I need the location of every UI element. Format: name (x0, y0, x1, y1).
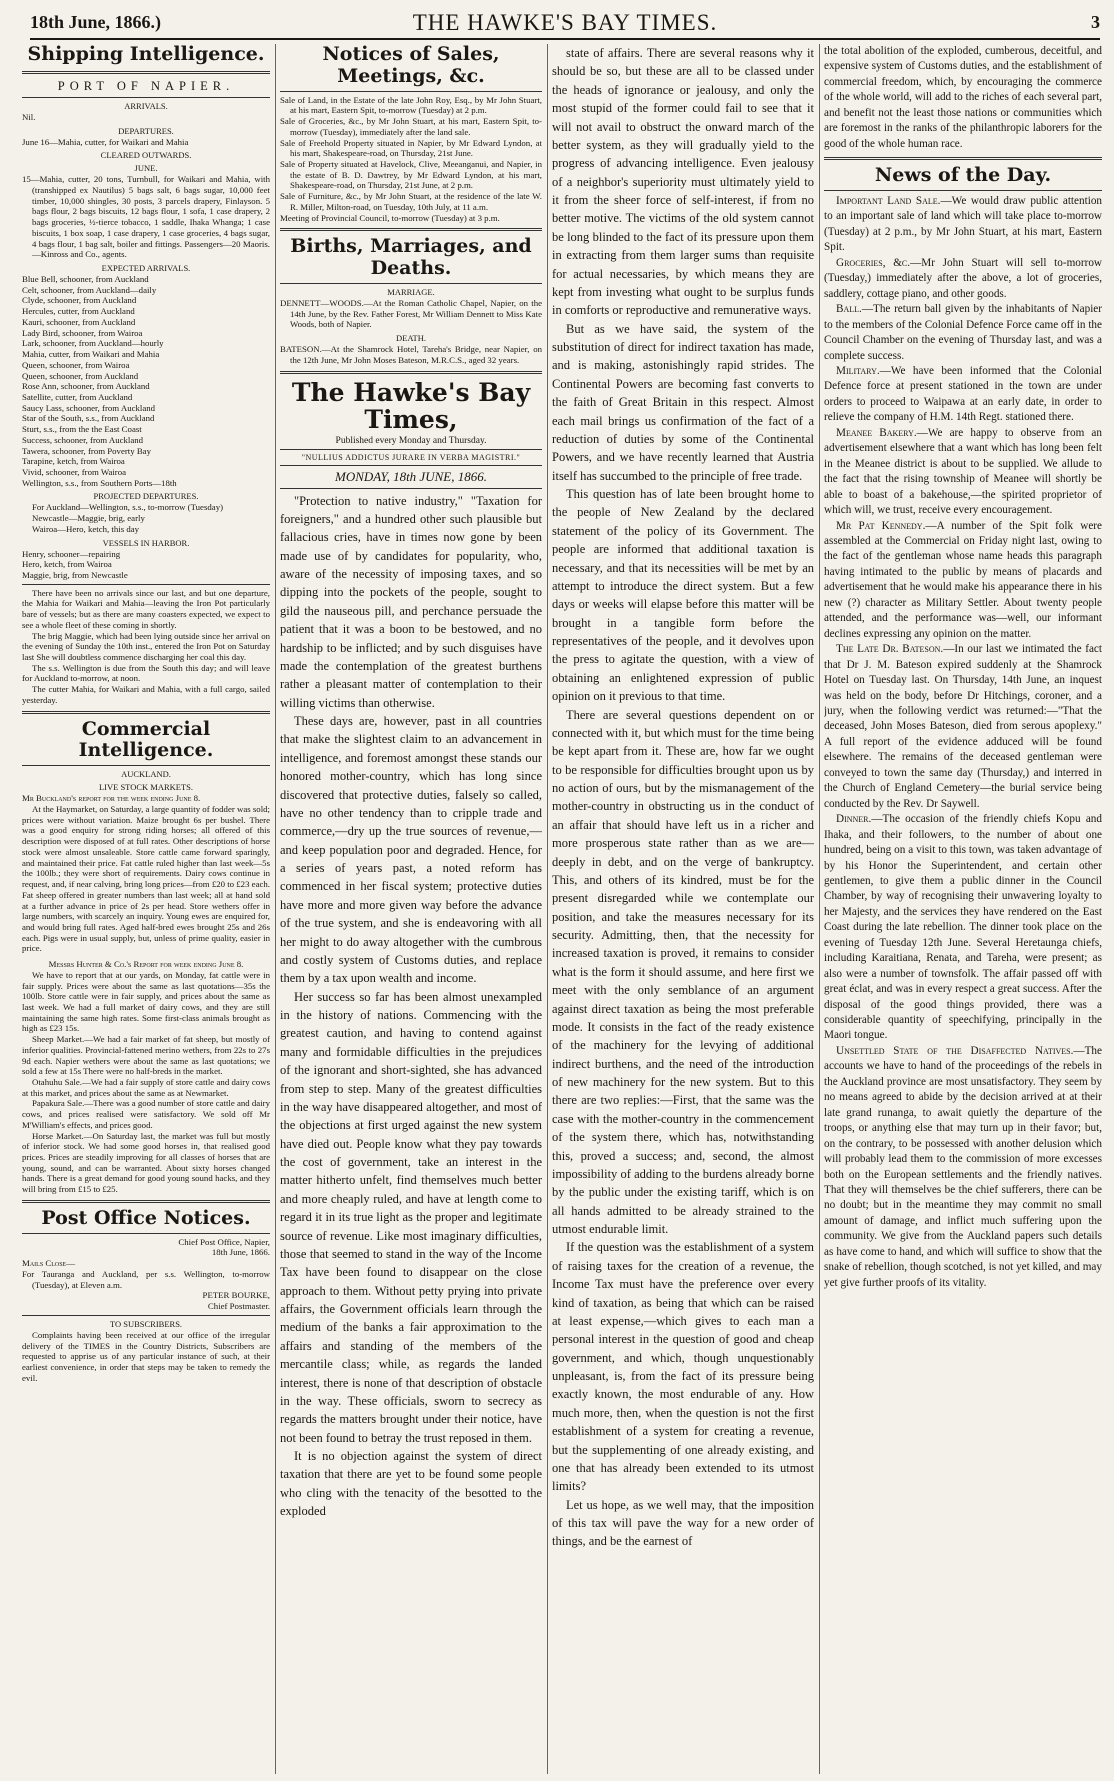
cleared-text: 15—Mahia, cutter, 20 tons, Turnbull, for Waikari and Mahia, with (transhipped ex Nautilus) 5 bags salt, 6 bags sugar, 10,000 feet timber, 10,000 shingles, 30 posts, 3 parcels drapery, Finlayson. 5 bags flour, 2 bags biscuits, 12 bags flour, 1 sofa, 1 case drapery, 2 bags groceries, ½-tierce tobacco, 1 saddle, Ihaka Whanga; 1 case biscuits, 1 box soap, 1 case drapery, 1 case groceries, 4 bags sugar, 4 bags flour, 1 bag salt, boiler and fittings. Passengers—20 Maoris.—Kinross and Co., agents. (22, 174, 270, 260)
list-item: Clyde, schooner, from Auckland (22, 295, 137, 306)
news-item-text: —The accounts we have to hand of the proceedings of the rebels in the Auckland province are most unsatisfactory. They seem by no means agreed to abide by the decision arrived at at their late grand runanga, to await quietly the departure of the troops, or anything else that may turn up in their favor; but, on the contrary, to be possessed with another delusion which will probably lead them to the commission of more excesses both on the European settlements and the friendly natives. That they will themselves be the chief sufferers, there can be no doubt; but in the meantime they may commit no small amount of damage, and inflict much suffering upon the community. We give from the Auckland papers such details as have come to hand, and which will suffice to show that the snake of rebellion, though scotched, is not yet killed, and may yet give further proofs of its vitality. (824, 1044, 1102, 1289)
commercial-heading: Commercial Intelligence. (78, 717, 214, 762)
commercial-place: AUCKLAND. (121, 769, 171, 780)
hunter-heading: Messrs Hunter & Co.'s Report for week ending June 8. (48, 959, 244, 970)
hunter-paragraph: Horse Market.—On Saturday last, the market was full but mostly of inferior stock. We had some good horses in, that realised good prices. Prices are steadily improving for all classes of horses that are young, sound, and can be warranted. About sixty horses changed hands. There is a great demand for good young sound hacks, and they will bring from £15 to £25. (22, 1130, 270, 1195)
list-item: Rose Ann, schooner, from Auckland (22, 381, 150, 392)
editorial (280, 492, 542, 1521)
list-item: Sturt, s.s., from the the East Coast (22, 424, 142, 435)
news-item-heading: Important Land Sale. (836, 195, 941, 208)
list-item: Wellington, s.s., from Southern Ports—18th (22, 477, 177, 488)
paper-motto: "NULLIUS ADDICTUS JURARE IN VERBA MAGISTRI." (301, 452, 521, 462)
news-item-text: —In our last we intimated the fact that Dr J. M. Bateson expired suddenly at the Shamrock Hotel on Tuesday last. On Thursday, 14th June, an inquest was held on the body, before Dr Hitchings, coroner, and a jury, when the following verdict was returned:—"That the deceased, John Moses Bateson, died from serous apoplexy." A full report of the evidence adduced will be found elsewhere. The remains of the deceased gentleman were conveyed to town the same day (Thursday,) and interred in the Church of England Cemetery—the burial service being conducted by the Rev. Dr Saywell. (824, 643, 1102, 810)
list-item: Success, schooner, from Auckland (22, 434, 144, 445)
news-item-text: —Mr John Stuart will sell to-morrow (Tuesday,) immediately after the above, a lot of groceries, saddlery, cottage piano, and other goods. (824, 256, 1102, 300)
editorial-paragraph: But as we have said, the system of the substitution of direct for indirect taxation has made, and is making, astonishingly rapid strides. The Continental Powers are becoming fast converts to the faith of Great Britain in this respect. Almost each mail brings us confirmation of the fact of a reduction of duties by some of the Continental Powers, and we have recently learned that Austria itself has succumbed to the principle of free trade. (552, 321, 814, 483)
column-2 (280, 44, 542, 1774)
list-item: Saucy Lass, schooner, from Auckland (22, 402, 156, 413)
news-item-heading: Military. (836, 365, 880, 377)
post-office: Chief Post Office, Napier, (178, 1236, 270, 1247)
shipping-note: The s.s. Wellington is due from the South this day; and will leave for Auckland to-morrow, at noon. (22, 662, 270, 684)
editorial-paragraph: These days are, however, past in all countries that make the slightest claim to an advancement in intelligence, and foremost amongst these stands our honored mother-country, which has long since discovered that protective duties, falsely so called, have no other tendency than to cripple trade and commerce,—dry up the true sources of revenue,—and keep population poor and degraded. Hence, for a series of years past, a noted reform has commenced in her fiscal system; protective duties have more and more given way before the advance of the true system, and she is endeavoring with all her might to do away altogether with the cumbrous and costly system of Customs duties, and replace them by a tax upon wealth and income. (280, 714, 542, 986)
list-item: Kauri, schooner, from Auckland (22, 316, 136, 327)
news-item-text: —The return ball given by the inhabitants of Napier to the members of the Colonial Defence Force came off in the Council Chamber on the evening of Thursday last, and was a complete success. (824, 303, 1102, 362)
notices-list (280, 95, 542, 224)
column-rule (547, 44, 548, 1774)
notice-item: Sale of Furniture, &c., by Mr John Stuart, at the residence of the late W. R. Miller, Milton-road, on Tuesday, 10th July, at 11 a.m. (280, 191, 542, 212)
list-item: Queen, schooner, from Wairoa (22, 359, 130, 370)
list-item: Celt, schooner, from Auckland—daily (22, 284, 157, 295)
masthead-title: THE HAWKE'S BAY TIMES. (412, 10, 718, 35)
column-1 (22, 44, 270, 1774)
column-rule (819, 44, 820, 1774)
buckland-report: At the Haymarket, on Saturday, a large quantity of fodder was sold; prices were without variation. Maize brought 6s per bushel. There was a good enquiry for strong riding horses; all offered of this description were disposed of at full rates. Other descriptions of horse stock were almost unsaleable. Store cattle came forward sparingly, and maintained their price. Fat cattle ruled higher than last week—5s the 100lb.; they were short of requirements. Dairy cows continue in request, and, if near calving, bring long prices—from £20 to £23 each. Fat sheep offered in greater numbers than last week; all at hand sold at a further advance in price of 2s per head. Store wethers offer in large numbers, with scarcely an inquiry. Young ewes are enquired for, and would bring full rates. Aged half-bred ewes brought 25s and 26s each. Pigs were in usual supply, but, unless of prime quality, easier in price. (22, 804, 270, 954)
news-item-text: —The occasion of the friendly chiefs Kopu and Ihaka, and their followers, to the number of about one hundred, being on a visit to this town, was taken advantage of by his Honor the Superintendent, and certain other gentlemen, to give them a public dinner in the Council Chamber, by way of recognising their unwavering loyalty to her Majesty, and the services they have rendered on the East Coast during the late rebellion. The dinner took place on the evening of Tuesday 12th June. Several Heretaunga chiefs, including Karaitiana, Renata, and Tareha, were present; as also were a number of townsfolk. The affair passed off with great éclat, and was in every respect a great success. After the disposal of the good things provided, there was a considerable quantity of speechifying, principally in the Maori tongue. (824, 813, 1102, 1042)
port-heading: PORT OF NAPIER. (57, 78, 235, 93)
notices-heading: Notices of Sales, Meetings, &c. (322, 44, 500, 87)
post-signer-title: Chief Postmaster. (207, 1301, 270, 1312)
arrivals-text: Nil. (22, 111, 36, 122)
list-item: Hercules, cutter, from Auckland (22, 306, 135, 317)
paper-date: MONDAY, 18th JUNE, 1866. (335, 468, 487, 484)
column-3 (552, 44, 814, 1774)
news-item-heading: Dinner. (836, 813, 872, 826)
list-item: Tarapine, ketch, from Wairoa (22, 456, 125, 467)
news-item (824, 364, 1102, 426)
post-heading: Post Office Notices. (41, 1206, 251, 1229)
projected-list (22, 502, 270, 534)
commercial-sub: LIVE STOCK MARKETS. (98, 782, 194, 793)
list-item: Lark, schooner, from Auckland—hourly (22, 338, 164, 349)
shipping-heading: Shipping Intelligence. (27, 44, 265, 65)
column-rule (275, 44, 276, 1774)
masthead (30, 8, 1100, 40)
paper-title: The Hawke's Bay Times, (291, 377, 531, 435)
notice-item: Sale of Property situated at Havelock, Clive, Meeanganui, and Napier, in the estate of B. D. Dawtrey, by Mr Edward Lyndon, at his mart, Shakespeare-road, on Thursday, 21st June, at 2 p.m. (280, 159, 542, 191)
news-heading: News of the Day. (874, 164, 1052, 187)
bmd-heading: Births, Marriages, and Deaths. (290, 235, 532, 280)
mails-text: For Tauranga and Auckland, per s.s. Wellington, to-morrow (Tuesday), at Eleven a.m. (22, 1268, 270, 1290)
list-item: Hero, ketch, from Wairoa (22, 559, 112, 570)
hunter-report (22, 970, 270, 1195)
list-item: Henry, schooner—repairing (22, 548, 121, 559)
news-item-heading: Unsettled State of the Disaffected Natives. (836, 1044, 1074, 1057)
subscribers-heading: TO SUBSCRIBERS. (109, 1318, 183, 1329)
list-item: For Auckland—Wellington, s.s., to-morrow (Tuesday) (32, 502, 224, 513)
arrivals-heading: ARRIVALS. (124, 100, 168, 111)
expected-heading: EXPECTED ARRIVALS. (101, 263, 191, 274)
news-item (824, 812, 1102, 1044)
hunter-paragraph: Papakura Sale.—There was a good number of store cattle and dairy cows, and prices realised were satisfactory. We sold off Mr M'William's effects, and prices good. (22, 1098, 270, 1130)
notice-item: Meeting of Provincial Council, to-morrow (Tuesday) at 3 p.m. (280, 212, 500, 223)
editorial-paragraph: state of affairs. There are several reasons why it should be so, but these are all to be classed under the heads of ignorance or jealousy, and only the most stupid of the former could fail to see that it will not avail to obstruct the onward march of the better system, as they will gradually yield to the progress of advancing intelligence. Even jealousy of a neighbor's superiority must ultimately yield to it from the sheer force of self-interest, if from no better motive. The victims of the old system cannot be long blinded to the fact of its pressure upon them in extracting from them larger sums than requisite for actual necessaries, by which means they are kept from investing what ought to be surplus funds in comforts or reproductive and remunerative ways. (552, 46, 814, 318)
editorial-paragraph: It is no objection against the system of direct taxation that there are yet to be found some people who cling with the tenacity of the besotted to the exploded (280, 1449, 542, 1519)
editorial-continued (552, 44, 814, 1551)
notice-item: Sale of Freehold Property situated in Napier, by Mr Edward Lyndon, at his mart, Shakespeare-road, on Thursday, 21st June. (280, 137, 542, 159)
news-item-text: —We have been informed that the Colonial Defence force at present stationed in the town are under orders to proceed to Waipawa at an early date, in order to relieve the company of H.M. 14th Regt. stationed there. (824, 365, 1102, 424)
marriage-text: DENNETT—WOODS.—At the Roman Catholic Chapel, Napier, on the 14th June, by the Rev. Father Forest, Mr William Dennett to Miss Kate Woods, both of Napier. (280, 298, 542, 330)
list-item: Satellite, cutter, from Auckland (22, 391, 133, 402)
editorial-paragraph: There are several questions dependent on or connected with it, but which must for the time being be kept apart from it. These are, how far we ought to be responsible for difficulties brought upon us by no action of ours, but by the mismanagement of the mother-country in obstructing us in the conduct of an affair that should have left us in a richer and more prosperous state rather than as we are—deeply in debt, and on the verge of bankruptcy. This, and others of its kindred, must be for the present disregarded while we contemplate our position, and take the measures necessary for its security. Admitting, then, that the necessity for increased taxation is proved, it remains to consider what is the form it should assume, and here first we meet with the only semblance of an argument against direct taxation as being the most preferable mode. It consists in the fact of the ready existence of the machinery for the levying of additional indirect burthens, and the need of the introduction of new machinery for the new system. But to this there are two replies:—First, that the same was the case with the mother-country in the commencement of the system there, which has, notwithstanding this, proved a success; and, second, the almost impossibility of adding to the burdens already borne by the public under the existing tariff, which is on all hands admitted to be already strained to the utmost endurable limit. (552, 707, 814, 1236)
news-item-heading: Meanee Bakery. (836, 426, 917, 439)
departures-heading: DEPARTURES. (118, 125, 174, 136)
news-item-text: —We are happy to observe from an advertisement elsewhere that a want which has long been felt in the Meanee district is about to be supplied. We allude to the fact that the rising township of Meanee will shortly be able to boast of a bakehouse,—the spirited proprietor of which will, we trust, receive every encouragement. (824, 426, 1102, 517)
news-item (824, 519, 1102, 643)
news-item (824, 256, 1102, 302)
death-heading: DEATH. (396, 333, 426, 344)
news-item (824, 194, 1102, 256)
harbor-heading: VESSELS IN HARBOR. (102, 537, 190, 548)
news-item (824, 642, 1102, 812)
cleared-month: JUNE. (134, 163, 158, 174)
mails-heading: Mails Close— (22, 1258, 76, 1269)
list-item: Maggie, brig, from Newcastle (22, 570, 128, 580)
notice-item: Sale of Groceries, &c., by Mr John Stuart, at his mart, Eastern Spit, to-morrow (Tuesday), immediately after the land sale. (280, 116, 542, 137)
news-item-heading: The Late Dr. Bateson. (836, 643, 944, 656)
editorial-conclusion: the total abolition of the exploded, cumberous, deceitful, and expensive system of Customs duties, and the establishment of commercial freedom, which, by encouraging the commerce of the whole world, will add to the riches of each several part, and benefit not the least those nations or communities which are foremost in the ranks of the philanthropic laborers for the good of the whole human race. (824, 45, 1102, 150)
news-item-text: —We would draw public attention to an important sale of land which will take place to-morrow (Tuesday) at 2 p.m., by Mr John Stuart, at his mart, Eastern Spit. (824, 195, 1102, 254)
expected-list (22, 274, 270, 488)
departures-text: June 16—Mahia, cutter, for Waikari and Mahia (22, 136, 189, 147)
news-item-heading: Groceries, &c. (836, 256, 911, 269)
death-text: BATESON.—At the Shamrock Hotel, Tareha's Bridge, near Napier, on the 12th June, Mr John Moses Bateson, M.R.C.S., aged 32 years. (280, 344, 542, 365)
cleared-heading: CLEARED OUTWARDS. (100, 150, 192, 161)
page-number: 3 (1091, 12, 1100, 32)
editorial-paragraph: Let us hope, as we well may, that the imposition of this tax will pave the way for a new order of things, and be the earnest of (552, 1497, 814, 1549)
notice-item: Sale of Land, in the Estate of the late John Roy, Esq., by Mr John Stuart, at his mart, Eastern Spit, to-morrow (Tuesday) at 2 p.m. (280, 94, 542, 116)
harbor-list (22, 549, 270, 581)
list-item: Star of the South, s.s., from Auckland (22, 413, 155, 424)
buckland-heading: Mr Buckland's report for the week ending June 8. (22, 793, 201, 804)
news-item-heading: Mr Pat Kennedy. (836, 519, 926, 532)
list-item: Blue Bell, schooner, from Auckland (22, 274, 149, 285)
masthead-date: 18th June, 1866.) (30, 12, 162, 32)
editorial-paragraph: This question has of late been brought home to the people of New Zealand by the declared statement of the policy of its Government. The people are informed that additional taxation is necessary, and that its necessities will be met by an attempt to introduce the direct system. But a few days or weeks will elapse before this matter will be brought in a tangible form before the representatives of the people, and it devolves upon the press to agitate the question, with a view of obtaining an enlightened expression of public opinion on it previous to that time. (552, 487, 814, 704)
post-signer: PETER BOURKE, (202, 1290, 270, 1301)
news-item-heading: Ball. (836, 303, 862, 316)
shipping-note: The cutter Mahia, for Waikari and Mahia, with a full cargo, sailed yesterday. (22, 684, 270, 705)
shipping-note: The brig Maggie, which had been lying outside since her arrival on the evening of Sunday the 10th inst., entered the Iron Pot on Saturday last She will doubtless commence discharging her coal this day. (22, 630, 270, 663)
marriage-heading: MARRIAGE. (387, 287, 435, 297)
editorial-paragraph: "Protection to native industry," "Taxation for foreigners," and a hundred other such plausible but fallacious cries, have in times now gone by been made use of by candidates for popularity, who, aware of the necessity of imposing taxes, and so dipping into the pockets of the people, sought to gild the nauseous pill, and perchance persuade the patient that it was a boon to be bestowed, and no hardship to be inflicted; and by such disguises have made the contemplation of the greatest burthens rather a pleasant matter of contemplation to their willing victims than otherwise. (280, 493, 542, 710)
list-item: Vivid, schooner, from Wairoa (22, 466, 127, 477)
paper-published: Published every Monday and Thursday. (335, 435, 487, 446)
list-item: Queen, schooner, from Auckland (22, 370, 139, 381)
post-date: 18th June, 1866. (211, 1247, 270, 1258)
news-list (824, 194, 1102, 1291)
editorial-paragraph: If the question was the establishment of a system of raising taxes for the creation of a revenue, the Income Tax must have the preference over every kind of taxation, as being that which can be raised at least expense,—which gives to each man a personal interest in the question of good and cheap government, and which, though unquestionably unpleasant, is, from the fact of its pressure being exactly known, the most endurable of any. How much more, then, when the question is not the first establishment of a system for creating a revenue, but the supplementing of one already existing, and one that has already been extended to its utmost limits? (552, 1240, 814, 1494)
shipping-note: There have been no arrivals since our last, and but one departure, the Mahia for Waikari and Mahia—leaving the Iron Pot particularly bare of vessels; but as there are many coasters expected, we expect to see a whole fleet of these coming in shortly. (22, 587, 270, 630)
hunter-paragraph: Sheep Market.—We had a fair market of fat sheep, but mostly of inferior qualities. Provincial-fattened merino wethers, from 22s to 27s 9d each. Napier wethers were about the same as last quotations; we sold a few at 15s There were no half-breds in the market. (22, 1034, 270, 1077)
shipping-notes (22, 588, 270, 706)
subscribers-text: Complaints having been received at our office of the irregular delivery of the TIMES in the Country Districts, Subscribers are requested to apprise us of any particular instance of such, at their earliest convenience, in order that steps may be taken to remedy the evil. (22, 1329, 270, 1383)
news-item (824, 1044, 1102, 1291)
list-item: Tawera, schooner, from Poverty Bay (22, 445, 151, 456)
hunter-paragraph: We have to report that at our yards, on Monday, fat cattle were in fair supply. Prices were about the same as last quotations—35s the 100lb. Store cattle were in fair supply, and prices about the same as last week. We had a full market of dairy cows, and they are still maintaining the same high rates. Some first-class animals brought as high as £23 15s. (22, 969, 270, 1034)
list-item: Wairoa—Hero, ketch, this day (32, 523, 140, 534)
hunter-paragraph: Otahuhu Sale.—We had a fair supply of store cattle and dairy cows at this market, and prices about the same as at Newmarket. (22, 1077, 270, 1098)
news-item-text: —A number of the Spit folk were assembled at the Commercial on Friday night last, owing to the fact of the gentleman whose name heads this paragraph having intimated to the public by means of placards and advertisement that he would make his appearance there in his new (?) character as Military Settler. About twenty people attended, and the performance was—well, our informant declines expressing any opinion on the matter. (824, 519, 1102, 640)
news-item (824, 302, 1102, 364)
editorial-paragraph: Her success so far has been almost unexampled in the history of nations. Commencing with the greatest caution, and having to contend against many and formidable difficulties in the prejudices of the ignorant and short-sighted, she has advanced from step to step. Many of the greatest difficulties in the way have disappeared altogether, and most of the objections at first urged against the new system have died out. People know what they pay towards the cost of government, take an interest in the matter hitherto unfelt, find themselves much better and more cheaply ruled, and have at length come to regard it in its true light as the proper and legitimate source of revenue. Like most imaginary difficulties, those that seemed to stand in the way of the Income Tax have been found to disappear on the close approach to them. Without petty prying into private affairs, the Government officials learn through the medium of the banks a fair approximation to the affairs and standing of the members of the mercantile class; while, as regards the landed interest, there is none of that description of obstacle in the way. These officials, sworn to secrecy as regards the matters brought under their notice, have not been found to betray the trust reposed in them. (280, 989, 542, 1445)
column-4 (824, 44, 1102, 1774)
projected-heading: PROJECTED DEPARTURES. (93, 491, 199, 502)
news-item (824, 426, 1102, 519)
list-item: Newcastle—Maggie, brig, early (32, 513, 145, 524)
list-item: Lady Bird, schooner, from Wairoa (22, 327, 143, 338)
list-item: Mahia, cutter, from Waikari and Mahia (22, 349, 160, 360)
